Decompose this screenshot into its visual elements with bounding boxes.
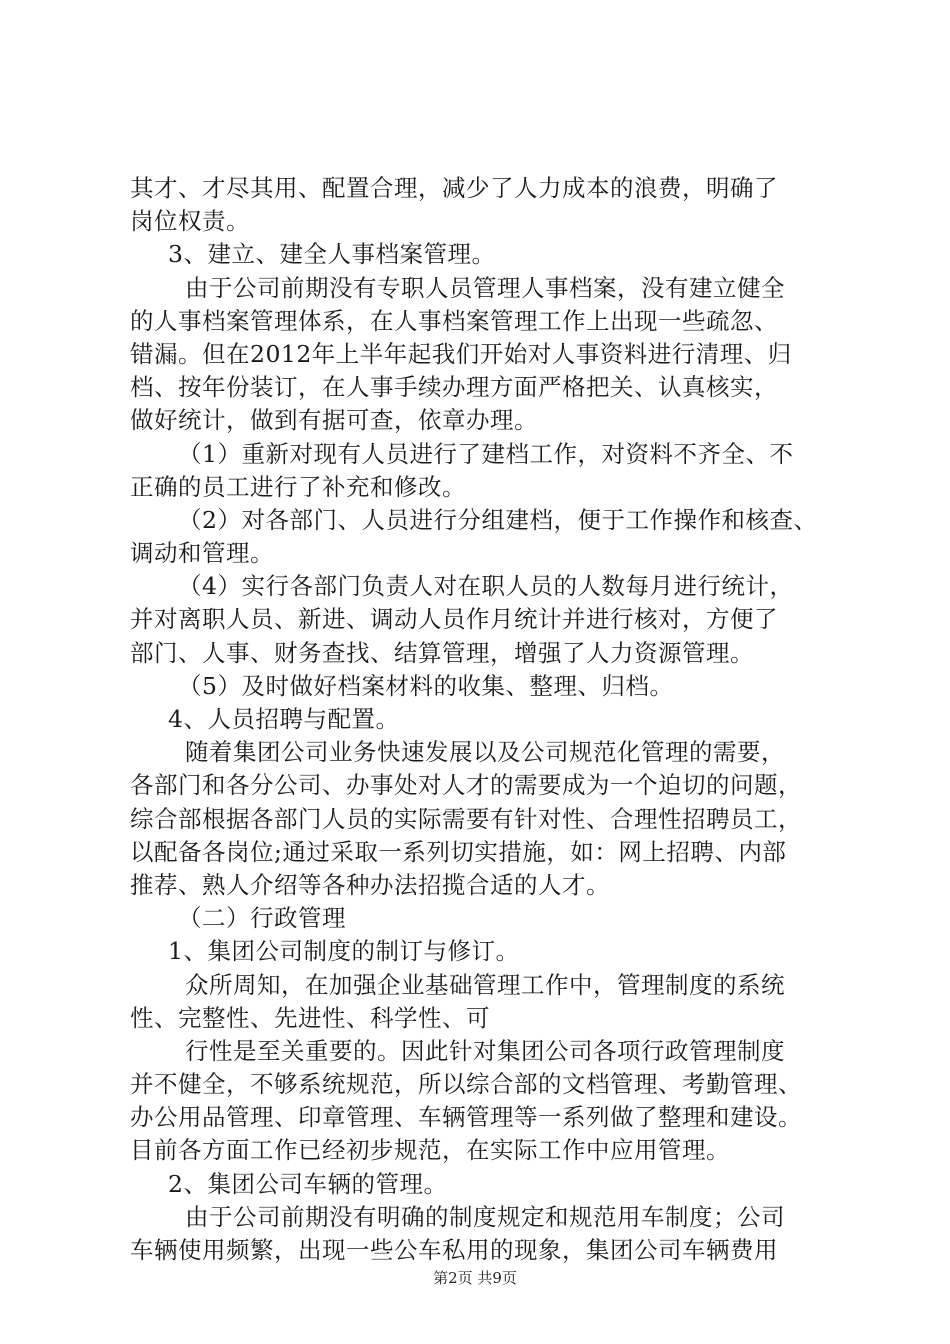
text-line: 目前各方面工作已经初步规范，在实际工作中应用管理。: [130, 1136, 730, 1165]
document-body: [130, 172, 850, 1267]
text-line: 正确的员工进行了补充和修改。: [130, 472, 466, 501]
text-line: 由于公司前期没有明确的制度规定和规范用车制度；公司: [185, 1202, 785, 1231]
text-line: 2、集团公司车辆的管理。: [168, 1169, 448, 1198]
text-line: 部门、人事、财务查找、结算管理，增强了人力资源管理。: [130, 638, 754, 667]
page-footer: 第2页 共9页: [433, 1269, 517, 1287]
text-line: 行性是至关重要的。因此针对集团公司各项行政管理制度: [185, 1036, 785, 1065]
text-line: 性、完整性、先进性、科学性、可: [130, 1003, 490, 1032]
text-line: 以配备各岗位;通过采取一系列切实措施，如：网上招聘、内部: [130, 837, 787, 866]
text-line: 调动和管理。: [130, 539, 274, 568]
text-line: 档、按年份装订，在人事手续办理方面严格把关、认真核实，: [130, 373, 778, 402]
text-line: 并不健全，不够系统规范，所以综合部的文档管理、考勤管理、: [130, 1070, 802, 1099]
text-line: 1、集团公司制度的制订与修订。: [168, 937, 520, 966]
text-line: 3、建立、建全人事档案管理。: [168, 240, 496, 269]
text-line: （4）实行各部门负责人对在职人员的人数每月进行统计，: [178, 572, 794, 601]
text-line: 推荐、熟人介绍等各种办法招揽合适的人才。: [130, 870, 610, 899]
text-line: 岗位权责。: [130, 207, 250, 236]
text-line: 各部门和各分公司、办事处对人才的需要成为一个迫切的问题，: [130, 771, 802, 800]
text-line: 其才、才尽其用、配置合理，减少了人力成本的浪费，明确了: [130, 174, 778, 202]
text-line: 并对离职人员、新进、调动人员作月统计并进行核对，方便了: [130, 605, 778, 634]
text-line: （1）重新对现有人员进行了建档工作，对资料不齐全、不: [178, 439, 794, 468]
text-line: （2）对各部门、人员进行分组建档，便于工作操作和核查、: [178, 505, 818, 534]
text-line: 4、人员招聘与配置。: [168, 705, 400, 733]
text-line: 车辆使用频繁，出现一些公车私用的现象，集团公司车辆费用: [130, 1236, 778, 1264]
text-line: 由于公司前期没有专职人员管理人事档案，没有建立健全: [185, 273, 785, 302]
text-line: 的人事档案管理体系，在人事档案管理工作上出现一些疏忽、: [130, 306, 778, 335]
text-line: （二）行政管理: [178, 904, 346, 933]
text-line: 综合部根据各部门人员的实际需要有针对性、合理性招聘员工，: [130, 804, 802, 833]
text-line: 错漏。但在2012年上半年起我们开始对人事资料进行清理、归: [130, 339, 792, 368]
text-line: 办公用品管理、印章管理、车辆管理等一系列做了整理和建设。: [130, 1103, 802, 1132]
text-line: 随着集团公司业务快速发展以及公司规范化管理的需要，: [185, 738, 785, 767]
text-line: （5）及时做好档案材料的收集、整理、归档。: [178, 671, 674, 700]
text-line: 众所周知，在加强企业基础管理工作中，管理制度的系统: [185, 970, 785, 999]
text-line: 做好统计，做到有据可查，依章办理。: [130, 406, 538, 435]
